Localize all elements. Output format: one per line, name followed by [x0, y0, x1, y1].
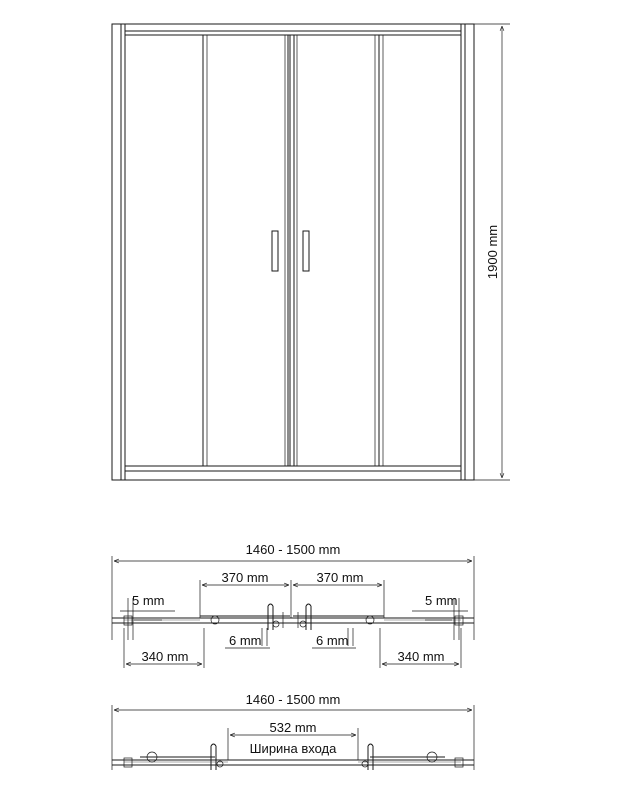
fixed-left-label: 340 mm — [141, 649, 189, 664]
height-label: 1900 mm — [485, 224, 500, 280]
door-handle-left — [272, 231, 278, 271]
panel-door-left — [203, 35, 288, 466]
door-right-label: 370 mm — [316, 570, 364, 585]
opening-caption: Ширина входа — [249, 741, 337, 756]
overlap-right-label: 6 mm — [316, 633, 349, 648]
top-view-open — [112, 692, 474, 770]
panel-door-right — [294, 35, 379, 466]
gap-left-label: 5 mm — [132, 593, 165, 608]
panel-fixed-right — [383, 35, 461, 466]
front-view — [112, 24, 510, 480]
total-width-label-2: 1460 - 1500 mm — [245, 692, 341, 707]
front-frame — [112, 24, 474, 480]
door-handle-right — [303, 231, 309, 271]
fixed-right-label: 340 mm — [397, 649, 445, 664]
total-width-label-1: 1460 - 1500 mm — [245, 542, 341, 557]
opening-width-label: 532 mm — [269, 720, 317, 735]
door-left-label: 370 mm — [221, 570, 269, 585]
top-view-dimensions — [112, 542, 474, 668]
gap-right-label: 5 mm — [425, 593, 458, 608]
overlap-left-label: 6 mm — [229, 633, 262, 648]
panel-fixed-left — [125, 35, 203, 466]
